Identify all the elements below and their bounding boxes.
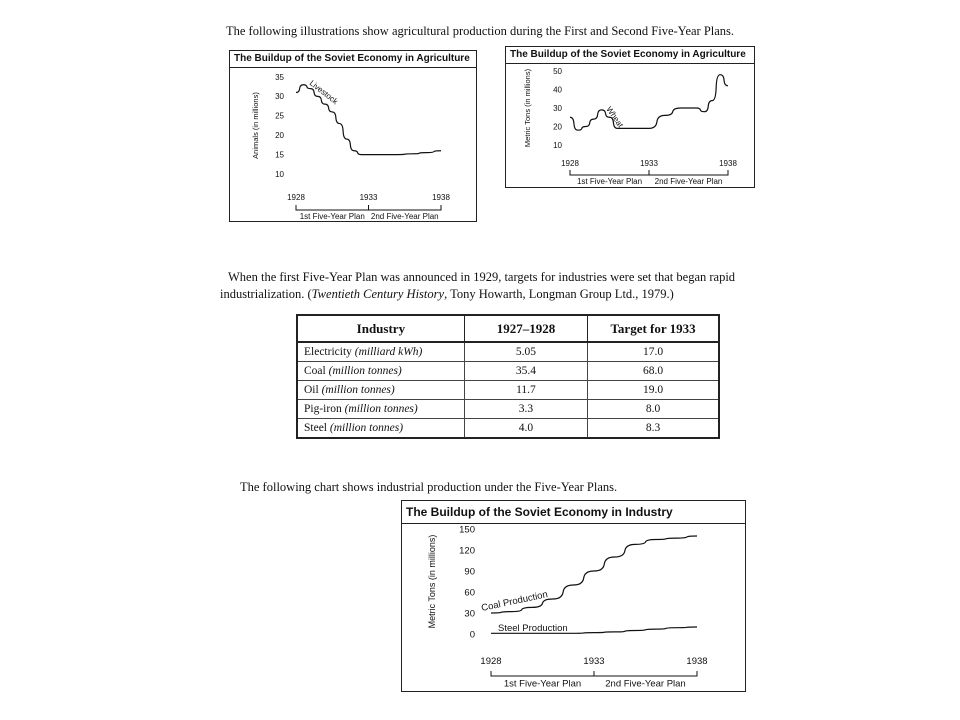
wheat-chart (506, 47, 756, 189)
y-tick-label: 30 (275, 92, 284, 102)
value-1927-1928: 11.7 (464, 381, 587, 400)
header-1927-1928: 1927–1928 (464, 315, 587, 342)
plan-label-first: 1st Five-Year Plan (576, 177, 643, 186)
plan-bracket (296, 205, 441, 210)
y-tick-label: 60 (464, 587, 475, 599)
plan-label-first: 1st Five-Year Plan (299, 212, 365, 221)
caption-plan-line2 (220, 287, 674, 302)
header-target-1933: Target for 1933 (588, 315, 719, 342)
industry-chart (402, 501, 747, 693)
industry-name: Oil (304, 384, 319, 396)
industry-unit: (million tonnes) (344, 403, 418, 415)
table-row (297, 419, 719, 439)
y-tick-label: 35 (275, 72, 284, 82)
industry-unit: (million tonnes) (328, 365, 402, 377)
table-row (297, 381, 719, 400)
table-row (297, 362, 719, 381)
livestock-chart (230, 51, 478, 223)
x-tick-label: 1938 (686, 656, 708, 667)
y-tick-label: 20 (275, 131, 284, 140)
x-tick-label: 1933 (583, 656, 605, 667)
y-axis-label: Metric Tons (in millions) (523, 68, 532, 148)
industry-cell (297, 362, 464, 381)
y-tick-label: 10 (275, 169, 284, 179)
value-1927-1928: 35.4 (464, 362, 587, 381)
y-tick-label: 90 (464, 566, 475, 578)
industry-chart-title: The Buildup of the Soviet Economy in Industry (402, 501, 745, 524)
value-target-1933: 8.0 (588, 400, 719, 419)
y-axis-label: Metric Tons (in millions) (427, 534, 437, 629)
series-line-livestock (296, 85, 441, 155)
x-tick-label: 1928 (287, 193, 305, 202)
plan-label-second: 2nd Five-Year Plan (370, 212, 439, 221)
plan-bracket (491, 671, 697, 676)
value-1927-1928: 4.0 (464, 419, 587, 439)
y-tick-label: 150 (459, 524, 475, 536)
value-target-1933: 17.0 (588, 342, 719, 362)
y-tick-label: 120 (459, 545, 475, 557)
plan-label-first: 1st Five-Year Plan (503, 678, 582, 690)
plan-label-second: 2nd Five-Year Plan (654, 177, 723, 186)
y-tick-label: 50 (553, 66, 562, 76)
y-tick-label: 40 (553, 85, 562, 95)
table-header-row (297, 315, 719, 342)
x-tick-label: 1938 (719, 159, 737, 168)
series-label-livestock: Livestock (307, 78, 340, 107)
caption-plan-line2-a: industrialization. ( (220, 287, 312, 301)
series-label-coal-production: Coal Production (480, 589, 549, 614)
livestock-chart-box (229, 50, 477, 222)
header-industry: Industry (297, 315, 464, 342)
series-label-wheat: Wheat (604, 104, 625, 130)
caption-industry: The following chart shows industrial production under the Five-Year Plans. (240, 480, 618, 494)
caption-agriculture: The following illustrations show agricultural production during the First and Second Five-Year Plans. (226, 24, 735, 38)
industry-cell (297, 342, 464, 362)
y-tick-label: 0 (469, 629, 475, 641)
caption-plan-line1: When the first Five-Year Plan was announced in 1929, targets for industries were set that began rapid (228, 270, 736, 284)
industry-cell (297, 381, 464, 400)
series-line-wheat (570, 75, 728, 131)
industry-name: Steel (304, 422, 327, 434)
caption-plan-source: Twentieth Century History (311, 287, 445, 301)
x-tick-label: 1933 (359, 193, 378, 202)
industry-cell (297, 400, 464, 419)
y-tick-label: 30 (464, 608, 475, 620)
industry-targets-table (296, 314, 720, 439)
industry-unit: (milliard kWh) (354, 346, 423, 358)
industry-name: Electricity (304, 346, 352, 358)
x-tick-label: 1928 (480, 656, 502, 667)
y-tick-label: 15 (275, 150, 284, 160)
industry-name: Coal (304, 365, 326, 377)
plan-bracket (570, 170, 728, 175)
industry-chart-box (401, 500, 746, 692)
industry-cell (297, 419, 464, 439)
plan-label-second: 2nd Five-Year Plan (605, 678, 686, 690)
y-tick-label: 25 (275, 111, 284, 121)
value-target-1933: 68.0 (588, 362, 719, 381)
y-tick-label: 30 (553, 103, 562, 113)
series-label-steel-production: Steel Production (498, 623, 568, 634)
value-1927-1928: 5.05 (464, 342, 587, 362)
value-1927-1928: 3.3 (464, 400, 587, 419)
x-tick-label: 1928 (561, 159, 579, 168)
caption-plan-line2-b: , Tony Howarth, Longman Group Ltd., 1979.) (444, 287, 674, 301)
y-tick-label: 10 (553, 140, 562, 150)
industry-unit: (million tonnes) (321, 384, 395, 396)
value-target-1933: 8.3 (588, 419, 719, 439)
industry-unit: (million tonnes) (329, 422, 404, 434)
industry-name: Pig-iron (304, 403, 342, 415)
livestock-chart-title: The Buildup of the Soviet Economy in Agriculture (230, 51, 476, 68)
x-tick-label: 1938 (432, 193, 450, 202)
value-target-1933: 19.0 (588, 381, 719, 400)
y-tick-label: 20 (553, 122, 562, 132)
table-row (297, 342, 719, 362)
wheat-chart-box (505, 46, 755, 188)
x-tick-label: 1933 (640, 159, 658, 168)
y-axis-label: Animals (in millions) (251, 92, 260, 159)
wheat-chart-title: The Buildup of the Soviet Economy in Agriculture (506, 47, 754, 64)
table-row (297, 400, 719, 419)
